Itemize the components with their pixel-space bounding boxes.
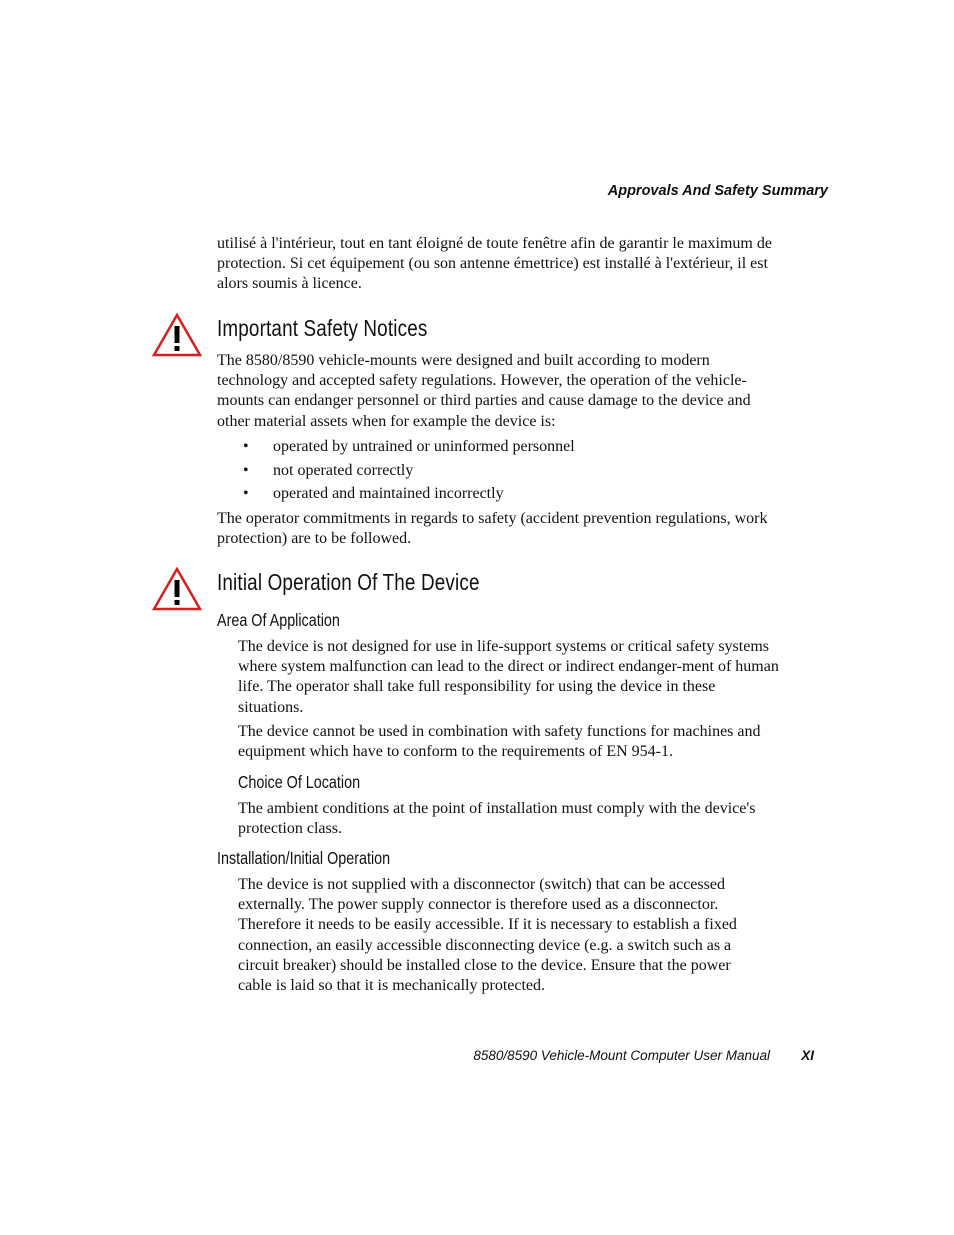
list-item xyxy=(217,461,780,485)
running-head: Approvals And Safety Summary xyxy=(607,183,828,199)
section-heading-initial-operation: Initial Operation Of The Device xyxy=(217,569,480,595)
safety-closing-paragraph: The operator commitments in regards to safety (accident prevention regulations, work protection) are to be followed. xyxy=(217,510,768,548)
subheading-area-of-application: Area Of Application xyxy=(217,610,340,630)
subheading-choice-of-location: Choice Of Location xyxy=(238,772,361,792)
area-paragraph-1: The device is not designed for use in life-support systems or critical safety systems where system malfunction can lead to the direct or indirect endanger-ment of human life. The operator shall take full responsibility for using the device in these situations. xyxy=(238,638,779,716)
footer-manual-title: 8580/8590 Vehicle-Mount Computer User Manual xyxy=(473,1048,770,1063)
bullet-symbol: • xyxy=(243,438,249,455)
section-heading-important-safety: Important Safety Notices xyxy=(217,315,428,341)
intro-paragraph: utilisé à l'intérieur, tout en tant éloigné de toute fenêtre afin de garantir le maximum de protection. Si cet équipement (ou son antenne émettrice) est installé à l'extérieur, il est alors soumis à licence. xyxy=(217,235,772,293)
warning-triangle-icon xyxy=(152,567,202,611)
safety-bullet-list xyxy=(217,437,780,508)
page-number: XI xyxy=(801,1048,814,1063)
installation-paragraph: The device is not supplied with a disconnector (switch) that can be accessed externally. The power supply connector is therefore used as a disconnector. Therefore it needs to be easily accessible. If it is necessary to establish a fixed connection, an easily accessible disconnecting device (e.g. a switch such as a circuit breaker) should be installed close to the device. Ensure that the power cable is laid so that it is mechanically protected. xyxy=(238,876,737,995)
bullet-symbol: • xyxy=(243,461,249,479)
list-item-text: operated by untrained or uninformed personnel xyxy=(273,438,575,455)
area-paragraph-2: The device cannot be used in combination with safety functions for machines and equipment which have to conform to the requirements of EN 954-1. xyxy=(238,723,761,761)
list-item-text: operated and maintained incorrectly xyxy=(273,485,504,502)
list-item-text: not operated correctly xyxy=(273,461,414,479)
bullet-symbol: • xyxy=(243,485,249,502)
subheading-installation: Installation/Initial Operation xyxy=(217,848,391,868)
list-item xyxy=(217,437,780,461)
list-item xyxy=(217,484,780,508)
safety-intro-paragraph: The 8580/8590 vehicle-mounts were designed and built according to modern technology and accepted safety regulations. However, the operation of the vehicle-mounts can endanger personnel or third parties and cause damage to the device and other material assets when for example the device is: xyxy=(217,352,751,430)
location-paragraph: The ambient conditions at the point of installation must comply with the device's protection class. xyxy=(238,800,756,838)
warning-triangle-icon xyxy=(152,313,202,357)
